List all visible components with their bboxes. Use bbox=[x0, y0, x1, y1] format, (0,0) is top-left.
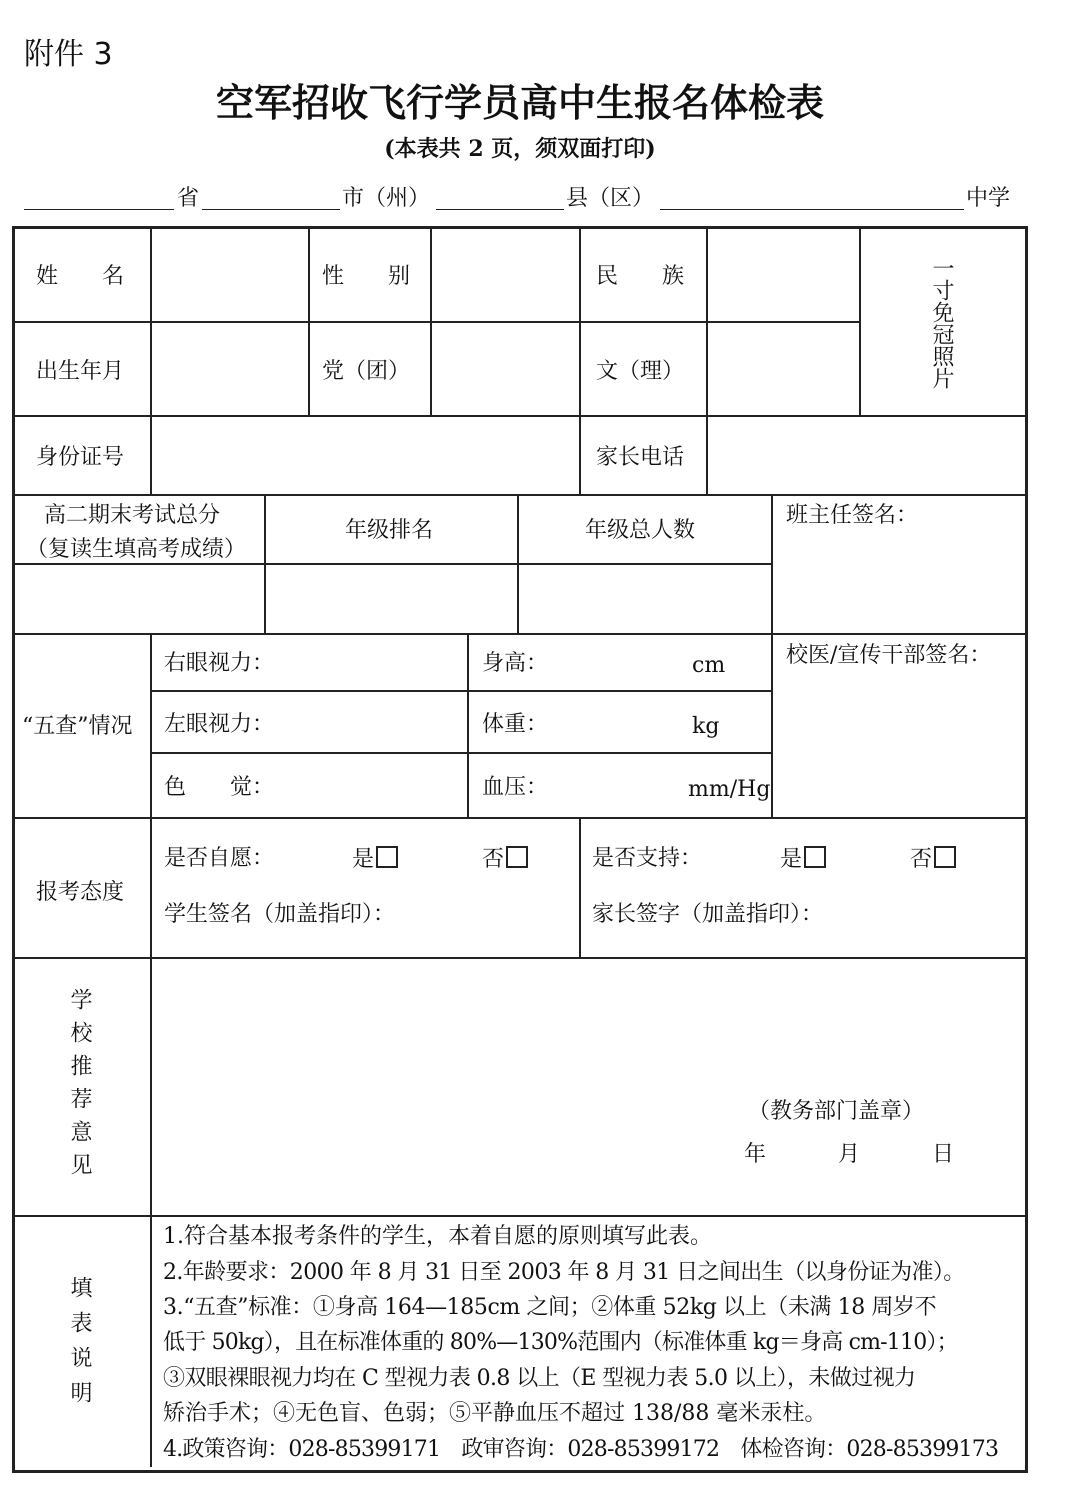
birth-label: 出生年月 bbox=[36, 359, 125, 384]
party-field[interactable] bbox=[433, 324, 578, 414]
city-label: 市（州） bbox=[342, 186, 431, 211]
teacher-sign-label: 班主任签名： bbox=[786, 503, 919, 528]
stamp-label: （教务部门盖章） bbox=[748, 1099, 925, 1124]
county-label: 县（区） bbox=[566, 186, 655, 211]
day-label: 日 bbox=[932, 1142, 955, 1167]
weight-label: 体重： bbox=[482, 712, 549, 737]
voluntary-yes[interactable] bbox=[352, 846, 398, 871]
party-label: 党（团） bbox=[322, 359, 411, 384]
support-no-checkbox[interactable] bbox=[934, 846, 956, 868]
parent-sign-label: 家长签字（加盖指印）： bbox=[592, 902, 824, 927]
note-line: 低于 50kg），且在标准体重的 80%—130%范围内（标准体重 kg＝身高 cm-110）； bbox=[163, 1330, 958, 1355]
note-line: 3.“五查”标准：①身高 164—185cm 之间；②体重 52kg 以上（未满 18 周岁不 bbox=[163, 1295, 937, 1320]
stream-label: 文（理） bbox=[596, 359, 685, 384]
doctor-sign-label: 校医/宣传干部签名： bbox=[786, 643, 992, 668]
rank-label: 年级排名 bbox=[345, 518, 434, 543]
voluntary-no[interactable] bbox=[482, 846, 528, 871]
city-blank[interactable] bbox=[202, 209, 340, 210]
ethnicity-label: 民 族 bbox=[596, 264, 685, 289]
support-yes-label: 是 bbox=[780, 847, 803, 872]
recommend-field[interactable] bbox=[153, 960, 1022, 1214]
parent-phone-label: 家长电话 bbox=[596, 445, 685, 470]
id-number-field[interactable] bbox=[153, 418, 578, 493]
stream-field[interactable] bbox=[709, 324, 858, 414]
height-unit: cm bbox=[692, 653, 726, 678]
school-blank[interactable] bbox=[660, 209, 964, 210]
page-title: 空军招收飞行学员高中生报名体检表 bbox=[215, 80, 824, 125]
total-label: 年级总人数 bbox=[585, 518, 696, 543]
voluntary-no-label: 否 bbox=[482, 847, 505, 872]
province-blank[interactable] bbox=[24, 209, 174, 210]
score-label: 高二期末考试总分 bbox=[44, 503, 221, 528]
recommend-label: 学校推荐意见 bbox=[67, 988, 92, 1186]
support-no[interactable] bbox=[910, 846, 956, 871]
bp-unit: mm/Hg bbox=[688, 777, 771, 802]
voluntary-yes-checkbox[interactable] bbox=[376, 846, 398, 868]
year-label: 年 bbox=[744, 1142, 767, 1167]
name-field[interactable] bbox=[153, 229, 307, 320]
note-line: ③双眼裸眼视力均在 C 型视力表 0.8 以上（E 型视力表 5.0 以上），未做过视力 bbox=[163, 1366, 916, 1391]
voluntary-no-checkbox[interactable] bbox=[506, 846, 528, 868]
gender-field[interactable] bbox=[433, 229, 578, 320]
name-label: 姓 名 bbox=[36, 264, 125, 289]
score-sublabel: （复读生填高考成绩） bbox=[26, 537, 247, 562]
voluntary-label: 是否自愿： bbox=[164, 846, 275, 871]
ethnicity-field[interactable] bbox=[709, 229, 858, 320]
note-line: 4.政策咨询：028-85399171 政审咨询：028-85399172 体检咨询：028-85399173 bbox=[163, 1437, 999, 1462]
support-label: 是否支持： bbox=[592, 846, 703, 871]
weight-unit: kg bbox=[692, 714, 720, 739]
id-number-label: 身份证号 bbox=[36, 445, 125, 470]
support-no-label: 否 bbox=[910, 847, 933, 872]
bp-label: 血压： bbox=[482, 775, 549, 800]
support-yes-checkbox[interactable] bbox=[804, 846, 826, 868]
month-label: 月 bbox=[838, 1142, 861, 1167]
county-blank[interactable] bbox=[436, 209, 564, 210]
birth-field[interactable] bbox=[153, 324, 307, 414]
left-eye-label: 左眼视力： bbox=[164, 712, 275, 737]
right-eye-label: 右眼视力： bbox=[164, 651, 275, 676]
note-line: 矫治手术；④无色盲、色弱；⑤平静血压不超过 138/88 毫米汞柱。 bbox=[163, 1401, 827, 1426]
province-label: 省 bbox=[177, 186, 200, 211]
total-field[interactable] bbox=[520, 566, 770, 632]
score-field[interactable] bbox=[15, 566, 263, 632]
rank-field[interactable] bbox=[267, 566, 516, 632]
note-line: 1.符合基本报考条件的学生，本着自愿的原则填写此表。 bbox=[163, 1224, 712, 1249]
attitude-label: 报考态度 bbox=[36, 880, 125, 905]
five-checks-label: “五查”情况 bbox=[22, 714, 133, 739]
school-label: 中学 bbox=[966, 186, 1011, 211]
notes-label: 填表说明 bbox=[67, 1276, 92, 1416]
attachment-label: 附件 3 bbox=[24, 37, 113, 72]
page-subtitle: (本表共 2 页，须双面打印) bbox=[384, 136, 656, 162]
student-sign-label: 学生签名（加盖指印）： bbox=[164, 902, 396, 927]
parent-phone-field[interactable] bbox=[709, 418, 1022, 493]
photo-label: 一寸免冠照片 bbox=[929, 257, 954, 389]
photo-box[interactable] bbox=[862, 229, 1022, 414]
voluntary-yes-label: 是 bbox=[352, 847, 375, 872]
gender-label: 性 别 bbox=[322, 264, 411, 289]
support-yes[interactable] bbox=[780, 846, 826, 871]
height-label: 身高： bbox=[482, 651, 549, 676]
color-vision-label: 色 觉： bbox=[164, 775, 275, 800]
note-line: 2.年龄要求：2000 年 8 月 31 日至 2003 年 8 月 31 日之间出生（以身份证为准）。 bbox=[163, 1260, 965, 1285]
